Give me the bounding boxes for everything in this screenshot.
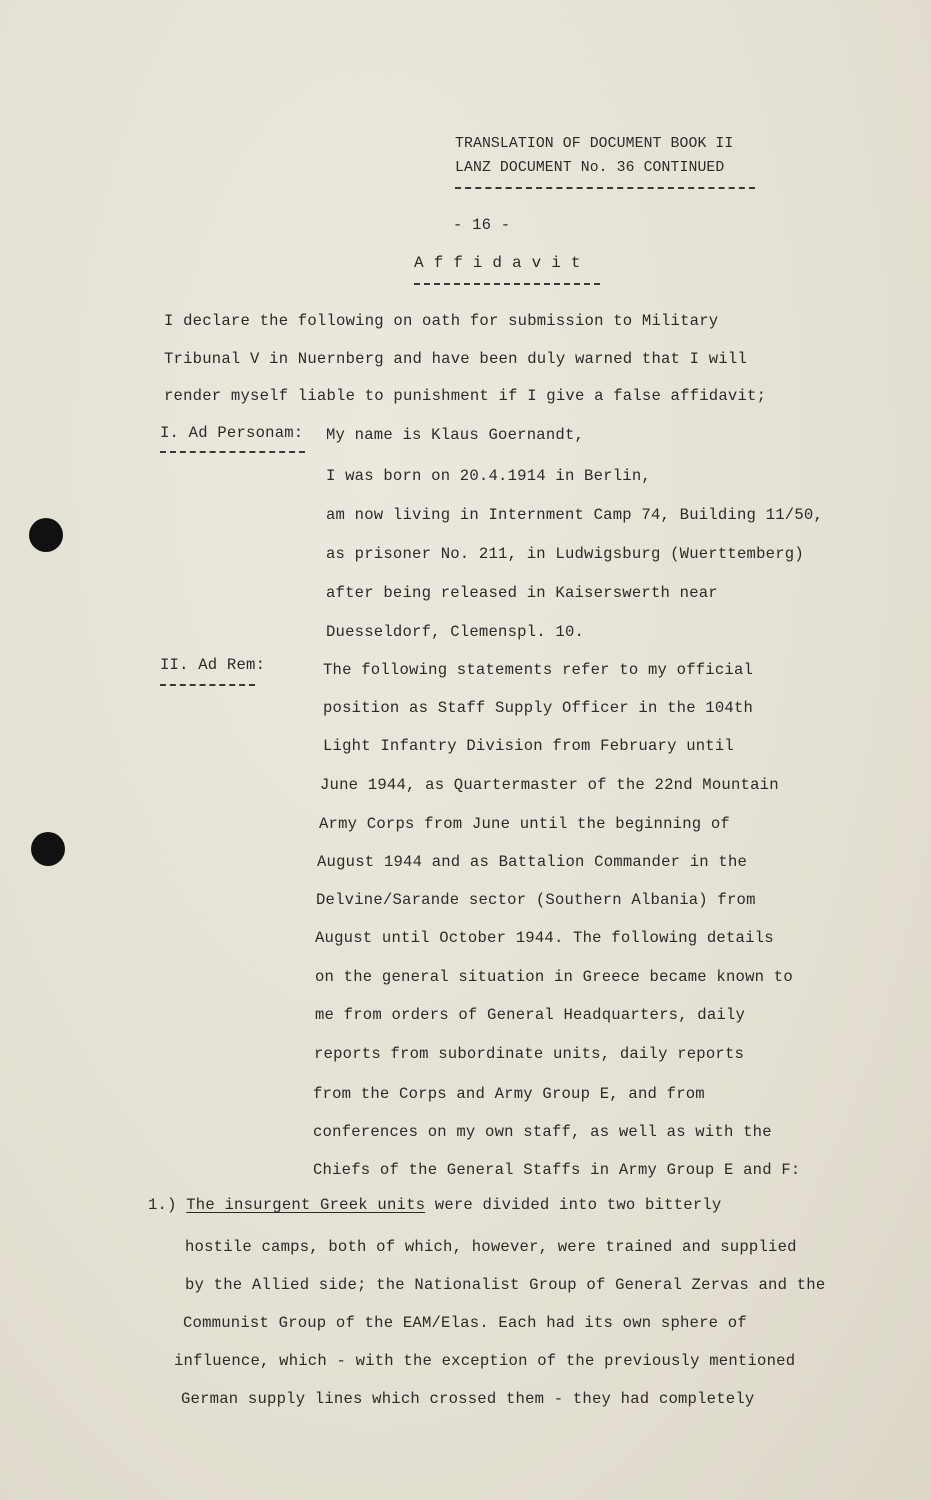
point1-line-2: hostile camps, both of which, however, were trained and supplied: [185, 1238, 797, 1256]
point1-line-5: influence, which - with the exception of the previously mentioned: [174, 1352, 796, 1370]
section2-line-7: Delvine/Sarande sector (Southern Albania) from: [316, 891, 756, 909]
section1-label: I. Ad Personam:: [160, 424, 304, 442]
section1-line-6: Duesseldorf, Clemenspl. 10.: [326, 623, 585, 641]
section2-line-13: conferences on my own staff, as well as with the: [313, 1123, 772, 1141]
point1-line-6: German supply lines which crossed them - they had completely: [181, 1390, 755, 1408]
section1-line-3: am now living in Internment Camp 74, Building 11/50,: [326, 506, 824, 524]
section2-line-9: on the general situation in Greece became known to: [315, 968, 793, 986]
section2-line-8: August until October 1944. The following details: [315, 929, 774, 947]
point1-first-line-rest: were divided into two bitterly: [425, 1196, 722, 1214]
document-title: A f f i d a v i t: [414, 254, 581, 272]
section2-label-underline: [160, 684, 255, 686]
point1-heading: The insurgent Greek units: [186, 1196, 426, 1214]
section1-line-5: after being released in Kaiserswerth near: [326, 584, 718, 602]
section2-line-14: Chiefs of the General Staffs in Army Group E and F:: [313, 1161, 801, 1179]
point1-number: 1.): [148, 1196, 177, 1214]
section2-line-3: Light Infantry Division from February until: [323, 737, 734, 755]
section2-line-11: reports from subordinate units, daily reports: [314, 1045, 745, 1063]
section2-line-2: position as Staff Supply Officer in the 104th: [323, 699, 754, 717]
section2-label: II. Ad Rem:: [160, 656, 266, 674]
header-line-1: TRANSLATION OF DOCUMENT BOOK II: [455, 136, 734, 152]
section2-line-5: Army Corps from June until the beginning of: [319, 815, 730, 833]
section2-line-10: me from orders of General Headquarters, daily: [315, 1006, 746, 1024]
intro-line-2: Tribunal V in Nuernberg and have been duly warned that I will: [164, 350, 748, 368]
point1-line-1: [148, 1196, 722, 1214]
punch-hole-bottom: [31, 832, 65, 866]
section2-line-6: August 1944 and as Battalion Commander in the: [317, 853, 748, 871]
section1-line-4: as prisoner No. 211, in Ludwigsburg (Wuerttemberg): [326, 545, 804, 563]
header-line-2: LANZ DOCUMENT No. 36 CONTINUED: [455, 160, 725, 176]
section1-label-underline: [160, 451, 305, 453]
punch-hole-top: [29, 518, 63, 552]
section2-line-1: The following statements refer to my official: [323, 661, 754, 679]
intro-line-1: I declare the following on oath for submission to Military: [164, 312, 719, 330]
intro-line-3: render myself liable to punishment if I give a false affidavit;: [164, 387, 767, 405]
point1-line-4: Communist Group of the EAM/Elas. Each had its own sphere of: [183, 1314, 747, 1332]
section2-line-4: June 1944, as Quartermaster of the 22nd Mountain: [320, 776, 779, 794]
title-underline: [414, 283, 600, 285]
page-number: - 16 -: [453, 216, 511, 234]
section2-line-12: from the Corps and Army Group E, and from: [313, 1085, 705, 1103]
section1-line-2: I was born on 20.4.1914 in Berlin,: [326, 467, 651, 485]
point1-line-3: by the Allied side; the Nationalist Group of General Zervas and the: [185, 1276, 826, 1294]
section1-line-1: My name is Klaus Goernandt,: [326, 426, 585, 444]
header-divider: [455, 187, 755, 189]
